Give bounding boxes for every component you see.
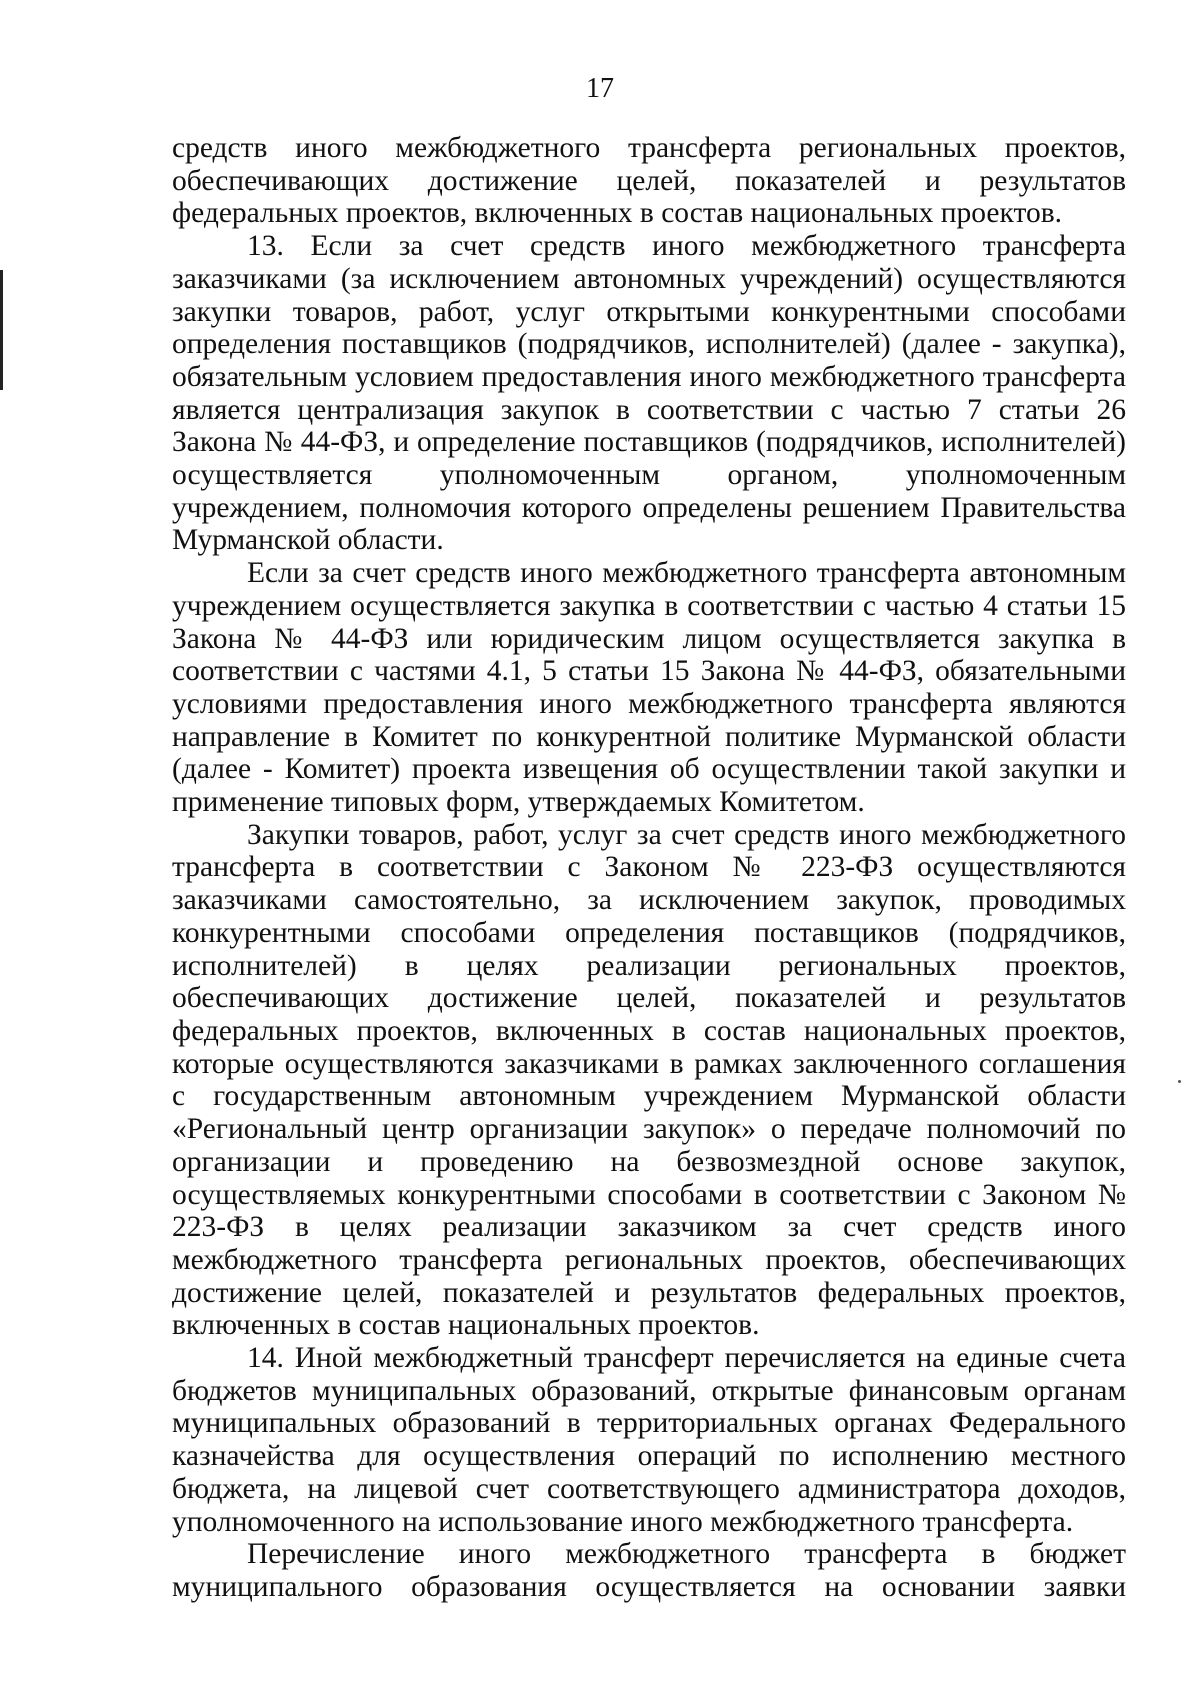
paragraph-continuation: средств иного межбюджетного трансферта региональных проектов, обеспечивающих достижение целей, показателей и результатов федеральных проектов, включенных в состав национальных проектов. <box>172 132 1126 230</box>
paragraph-autonomous-institution: Если за счет средств иного межбюджетного трансферта автономным учреждением осуществляется закупка в соответствии с частью 4 статьи 15 Закона № 44-ФЗ или юридическим лицом осуществляется закупка в соответствии с частями 4.1, 5 статьи 15 Закона № 44-ФЗ, обязательными условиями предоставления иного межбюджетного трансферта являются направление в Комитет по конкурентной политике Мурманской области (далее - Комитет) проекта извещения об осуществлении такой закупки и применение типовых форм, утверждаемых Комитетом. <box>172 557 1126 819</box>
scan-speck <box>1178 1080 1181 1083</box>
paragraph-clause-13: 13. Если за счет средств иного межбюджетного трансферта заказчиками (за исключением автономных учреждений) осуществляются закупки товаров, работ, услуг открытыми конкурентными способами определения поставщиков (подрядчиков, исполнителей) (далее - закупка), обязательным условием предоставления иного межбюджетного трансферта является централизация закупок в соответствии с частью 7 статьи 26 Закона № 44-ФЗ, и определение поставщиков (подрядчиков, исполнителей) осуществляется уполномоченным органом, уполномоченным учреждением, полномочия которого определены решением Правительства Мурманской области. <box>172 230 1126 557</box>
paragraph-223-fz-purchases: Закупки товаров, работ, услуг за счет средств иного межбюджетного трансферта в соответствии с Законом № 223-ФЗ осуществляются заказчиками самостоятельно, за исключением закупок, проводимых конкурентными способами определения поставщиков (подрядчиков, исполнителей) в целях реализации региональных проектов, обеспечивающих достижение целей, показателей и результатов федеральных проектов, включенных в состав национальных проектов, которые осуществляются заказчиками в рамках заключенного соглашения с государственным автономным учреждением Мурманской области «Региональный центр организации закупок» о передаче полномочий по организации и проведению на безвозмездной основе закупок, осуществляемых конкурентными способами в соответствии с Законом № 223-ФЗ в целях реализации заказчиком за счет средств иного межбюджетного трансферта региональных проектов, обеспечивающих достижение целей, показателей и результатов федеральных проектов, включенных в состав национальных проектов. <box>172 818 1126 1342</box>
paragraph-transfer-request: Перечисление иного межбюджетного трансферта в бюджет муниципального образования осуществляется на основании заявки <box>172 1538 1126 1603</box>
paragraph-clause-14: 14. Иной межбюджетный трансферт перечисляется на единые счета бюджетов муниципальных образований, открытые финансовым органам муниципальных образований в территориальных органах Федерального казначейства для осуществления операций по исполнению местного бюджета, на лицевой счет соответствующего администратора доходов, уполномоченного на использование иного межбюджетного трансферта. <box>172 1342 1126 1538</box>
document-body <box>172 132 1126 1604</box>
scan-margin-mark <box>0 270 3 390</box>
page-number: 17 <box>586 73 614 104</box>
